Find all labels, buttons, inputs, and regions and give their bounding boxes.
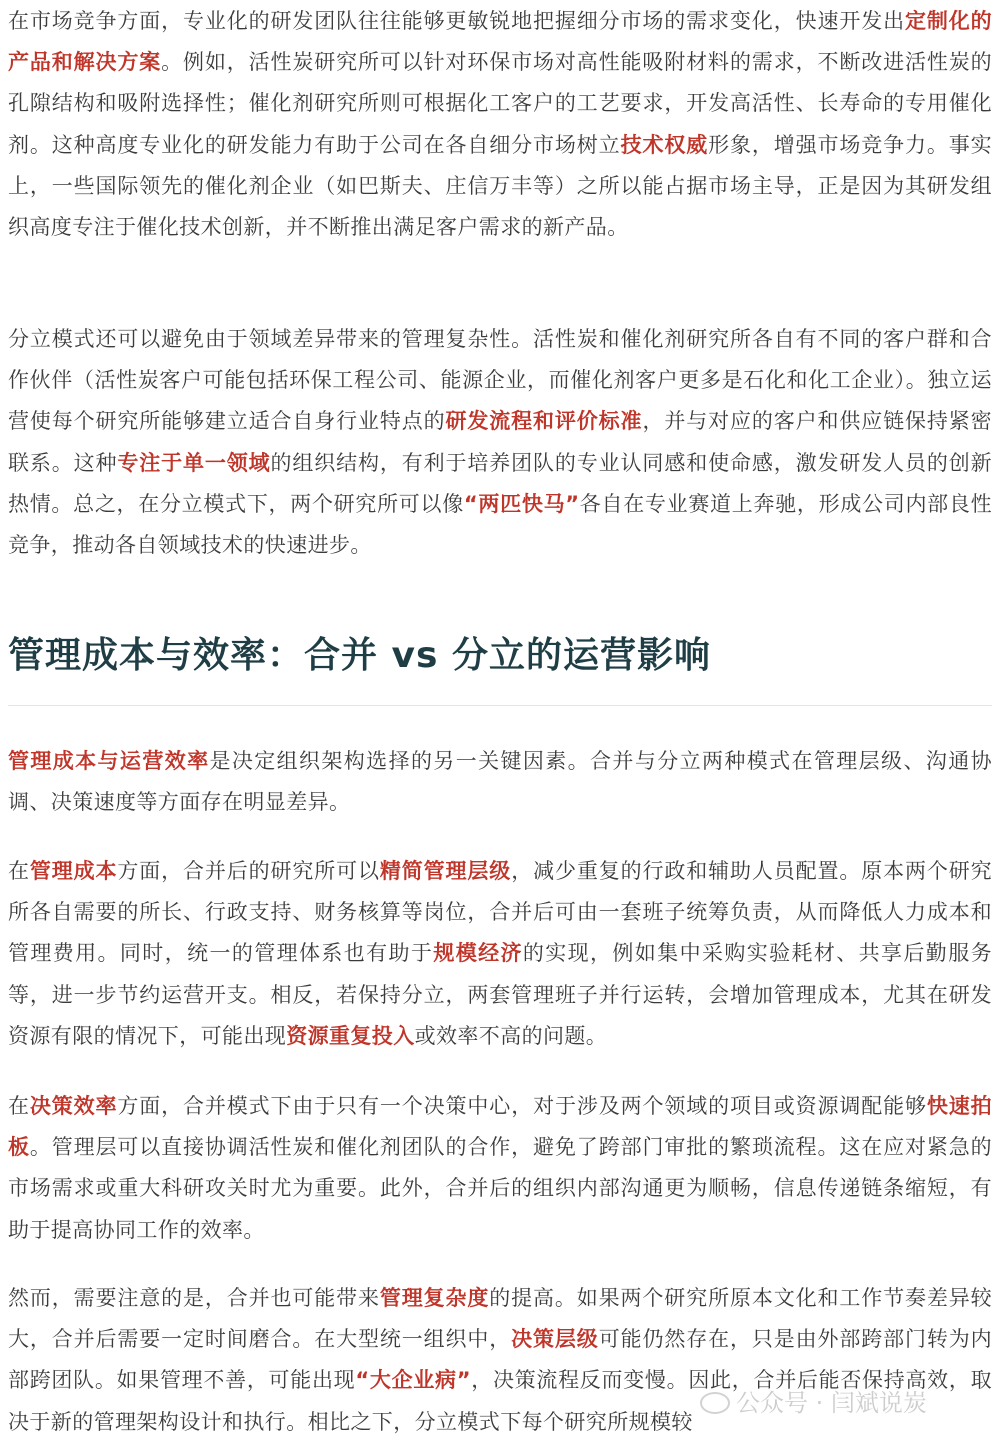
text: 的提高。如果两个研究所原本文化和工作节奏差异较大，合并后需要一定时间磨合。在大型统一组织中，: [8, 1286, 992, 1352]
paragraph-separation-mode: [8, 319, 992, 566]
section-divider: [8, 705, 992, 706]
watermark-text: 公众号 · 闫斌说炭: [736, 1389, 927, 1417]
text: 或效率不高的问题。: [414, 1023, 608, 1048]
text: 可能仍然存在，只是由外部跨部门转为内部跨团队。如果管理不善，可能出现: [8, 1327, 992, 1393]
text: 的组织结构，有利于培养团队的专业认同感和使命感，激发研发人员的创新热情。总之，在分立模式下，两个研究所可以像: [8, 450, 992, 516]
text: 方面，合并后的研究所可以: [117, 859, 380, 883]
text: 分立模式还可以避免由于领域差异带来的管理复杂性。活性炭和催化剂研究所各自有不同的客户群和合作伙伴（活性炭客户可能包括环保工程公司、能源企业，而催化剂客户更多是石化和化工企业）。独立运营使每个研究所能够建立适合自身行业特点的: [8, 327, 992, 434]
highlight-two-horses: “两匹快马”: [463, 491, 580, 516]
text: 各自在专业赛道上奔驰，形成公司内部良性竞争，推动各自领域技术的快速进步。: [8, 491, 992, 558]
highlight-rd-process: 研发流程和评价标准: [445, 409, 643, 434]
text: 在: [8, 859, 30, 883]
text: 在: [8, 1094, 30, 1118]
highlight-economies-of-scale: 规模经济: [433, 941, 523, 966]
highlight-management-cost: 管理成本: [29, 859, 118, 883]
text: 。例如，活性炭研究所可以针对环保市场对高性能吸附材料的需求，不断改进活性炭的孔隙结构和吸附选择性；催化剂研究所则可根据化工客户的工艺要求，开发高活性、长寿命的专用催化剂。这种高度专业化的研发能力有助于公司在各自细分市场树立: [8, 50, 992, 157]
highlight-decision-levels: 决策层级: [511, 1327, 599, 1352]
highlight-streamline-levels: 精简管理层级: [379, 859, 512, 883]
highlight-cost-efficiency: 管理成本与运营效率: [8, 749, 210, 773]
text: 是决定组织架构选择的另一关键因素。合并与分立两种模式在管理层级、沟通协调、决策速度等方面存在明显差异。: [8, 749, 992, 815]
section-heading: 管理成本与效率：合并 vs 分立的运营影响: [8, 635, 711, 676]
text: 。管理层可以直接协调活性炭和催化剂团队的合作，避免了跨部门审批的繁琐流程。这在应对紧急的市场需求或重大科研攻关时尤为重要。此外，合并后的组织内部沟通更为顺畅，信息传递链条缩短，有助于提高协同工作的效率。: [8, 1135, 992, 1242]
text: ，并与对应的客户和供应链保持紧密联系。这种: [8, 409, 993, 475]
highlight-decision-efficiency: 决策效率: [29, 1094, 118, 1118]
paragraph-cost-efficiency-intro: [8, 741, 992, 823]
paragraph-management-cost: [8, 851, 992, 1057]
text: ，减少重复的行政和辅助人员配置。原本两个研究所各自需要的所长、行政支持、财务核算等岗位，合并后可由一套班子统筹负责，从而降低人力成本和管理费用。同时，统一的管理体系也有助于: [8, 859, 992, 966]
text: 形象，增强市场竞争力。事实上，一些国际领先的催化剂企业（如巴斯夫、庄信万丰等）之所以能占据市场主导，正是因为其研发组织高度专注于催化技术创新，并不断推出满足客户需求的新产品。: [8, 132, 992, 240]
paragraph-market-competition: [8, 1, 992, 248]
highlight-single-domain: 专注于单一领域: [117, 450, 271, 475]
highlight-quick-decision: 快速拍板: [8, 1094, 993, 1160]
highlight-technical-authority: 技术权威: [620, 132, 709, 157]
text: 方面，合并模式下由于只有一个决策中心，对于涉及两个领域的项目或资源调配能够: [117, 1094, 927, 1118]
highlight-big-company-disease: “大企业病”: [355, 1368, 471, 1393]
highlight-custom-products: 定制化的产品和解决方案: [8, 9, 992, 75]
paragraph-decision-efficiency: [8, 1086, 992, 1251]
highlight-management-complexity: 管理复杂度: [379, 1286, 490, 1310]
text: 然而，需要注意的是，合并也可能带来: [8, 1286, 380, 1310]
text: ，决策流程反而变慢。因此，合并后能否保持高效，取决于新的管理架构设计和执行。相比之下，分立模式下每个研究所规模较: [8, 1368, 992, 1434]
paragraph-management-complexity: [8, 1278, 992, 1443]
highlight-duplicate-investment: 资源重复投入: [286, 1023, 415, 1048]
text: 在市场竞争方面，专业化的研发团队往往能够更敏锐地把握细分市场的需求变化，快速开发出: [8, 9, 905, 33]
text: 的实现，例如集中采购实验耗材、共享后勤服务等，进一步节约运营开支。相反，若保持分立，两套管理班子并行运转，会增加管理成本，尤其在研发资源有限的情况下，可能出现: [8, 941, 992, 1048]
